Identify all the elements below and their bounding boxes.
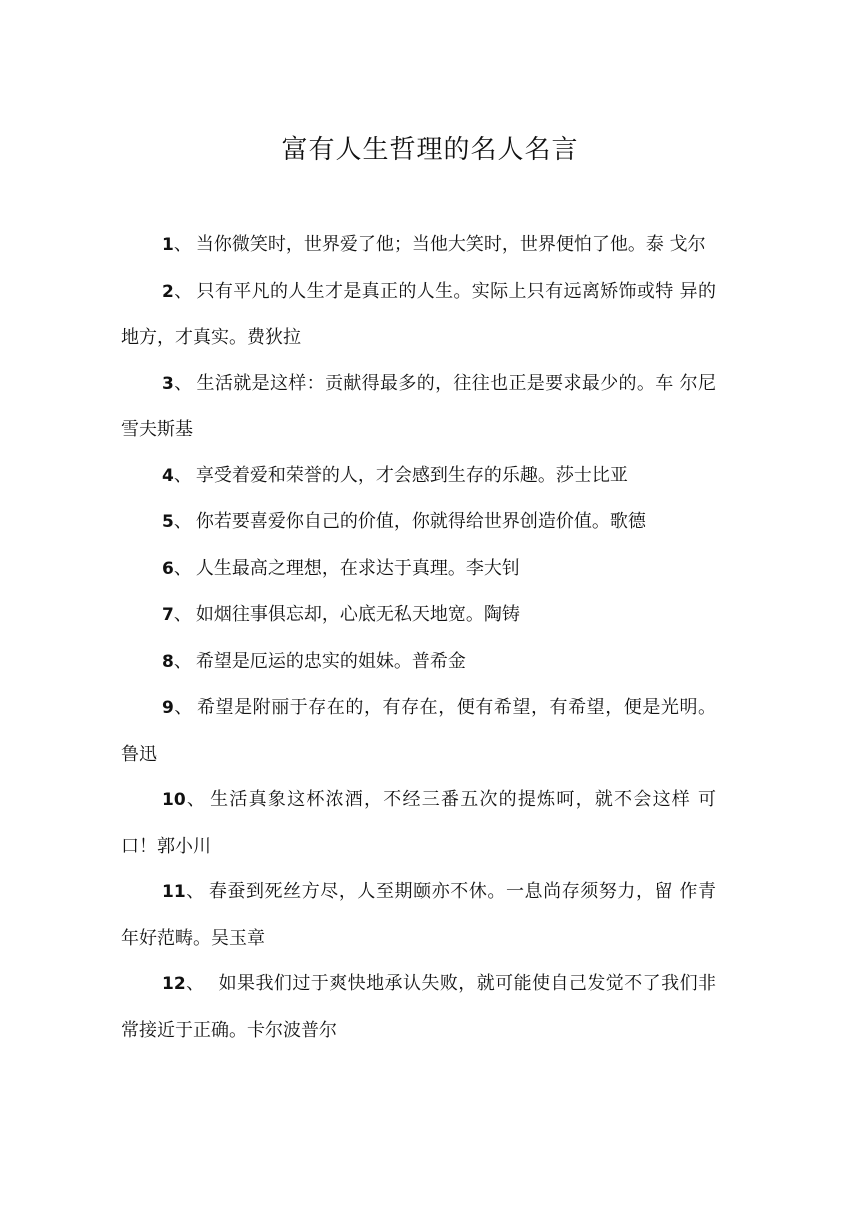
quote-text: 如烟往事俱忘却，心底无私天地宽。陶铸 [195,604,520,625]
quote-separator: 、 [185,973,205,994]
quote-text: 生活就是这样：贡献得最多的，往往也正是要求最少的。车 尔尼雪夫斯基 [121,372,717,440]
quote-separator: 、 [185,789,207,810]
quote-text: 人生最高之理想，在求达于真理。李大钊 [195,557,520,579]
quote-item [121,453,716,500]
quote-item [121,685,716,777]
quote-number: 4 [162,465,174,486]
quote-text: 春蚕到死丝方尽，人至期颐亦不休。一息尚存须努力，留 作青年好范畴。吴玉章 [121,881,716,949]
quote-text: 如果我们过于爽快地承认失败，就可能使自己发觉不了我们非常接近于正确。卡尔波普尔 [121,973,717,1041]
quote-separator: 、 [173,234,192,255]
quote-separator: 、 [173,511,192,532]
quote-list [121,222,716,1053]
quote-text: 当你微笑时，世界爱了他；当他大笑时，世界便怕了他。泰 戈尔 [195,234,706,255]
quote-number: 6 [162,558,174,579]
quote-item [121,961,716,1053]
quote-number: 7 [162,605,174,625]
quote-item [121,777,716,869]
quote-number: 9 [162,698,174,718]
quote-item [121,869,716,961]
quote-text: 希望是附丽于存在的，有存在，便有希望，有希望，便是光明。鲁迅 [121,697,717,765]
quote-number: 5 [162,512,174,532]
quote-item [121,639,716,686]
quote-text: 生活真象这杯浓酒，不经三番五次的提炼呵，就不会这样 可口！郭小川 [121,789,716,857]
quote-separator: 、 [173,372,193,394]
document-title: 富有人生哲理的名人名言 [281,135,579,165]
quote-number: 8 [162,651,174,672]
quote-text: 只有平凡的人生才是真正的人生。实际上只有远离矫饰或特 异的地方，才真实。费狄拉 [121,280,717,348]
quote-number: 1 [162,235,174,255]
quote-number: 2 [162,281,174,302]
quote-item [121,222,716,269]
quote-separator: 、 [173,604,192,625]
quote-number: 11 [162,882,186,902]
quote-item [121,499,716,546]
quote-item [121,361,716,453]
quote-text: 你若要喜爱你自己的价值，你就得给世界创造价值。歌德 [195,511,646,532]
quote-separator: 、 [173,650,192,672]
quote-item [121,269,716,361]
quote-separator: 、 [173,464,192,486]
quote-item [121,546,716,593]
quote-item [121,592,716,639]
quote-text: 享受着爱和荣誉的人，才会感到生存的乐趣。莎士比亚 [195,464,628,486]
quote-number: 10 [162,790,186,810]
quote-separator: 、 [173,280,193,302]
quote-number: 3 [162,373,174,394]
quote-separator: 、 [173,557,192,579]
quote-separator: 、 [173,697,193,718]
quote-number: 12 [162,974,186,994]
quote-separator: 、 [185,881,205,902]
quote-text: 希望是厄运的忠实的姐妹。普希金 [195,650,466,672]
